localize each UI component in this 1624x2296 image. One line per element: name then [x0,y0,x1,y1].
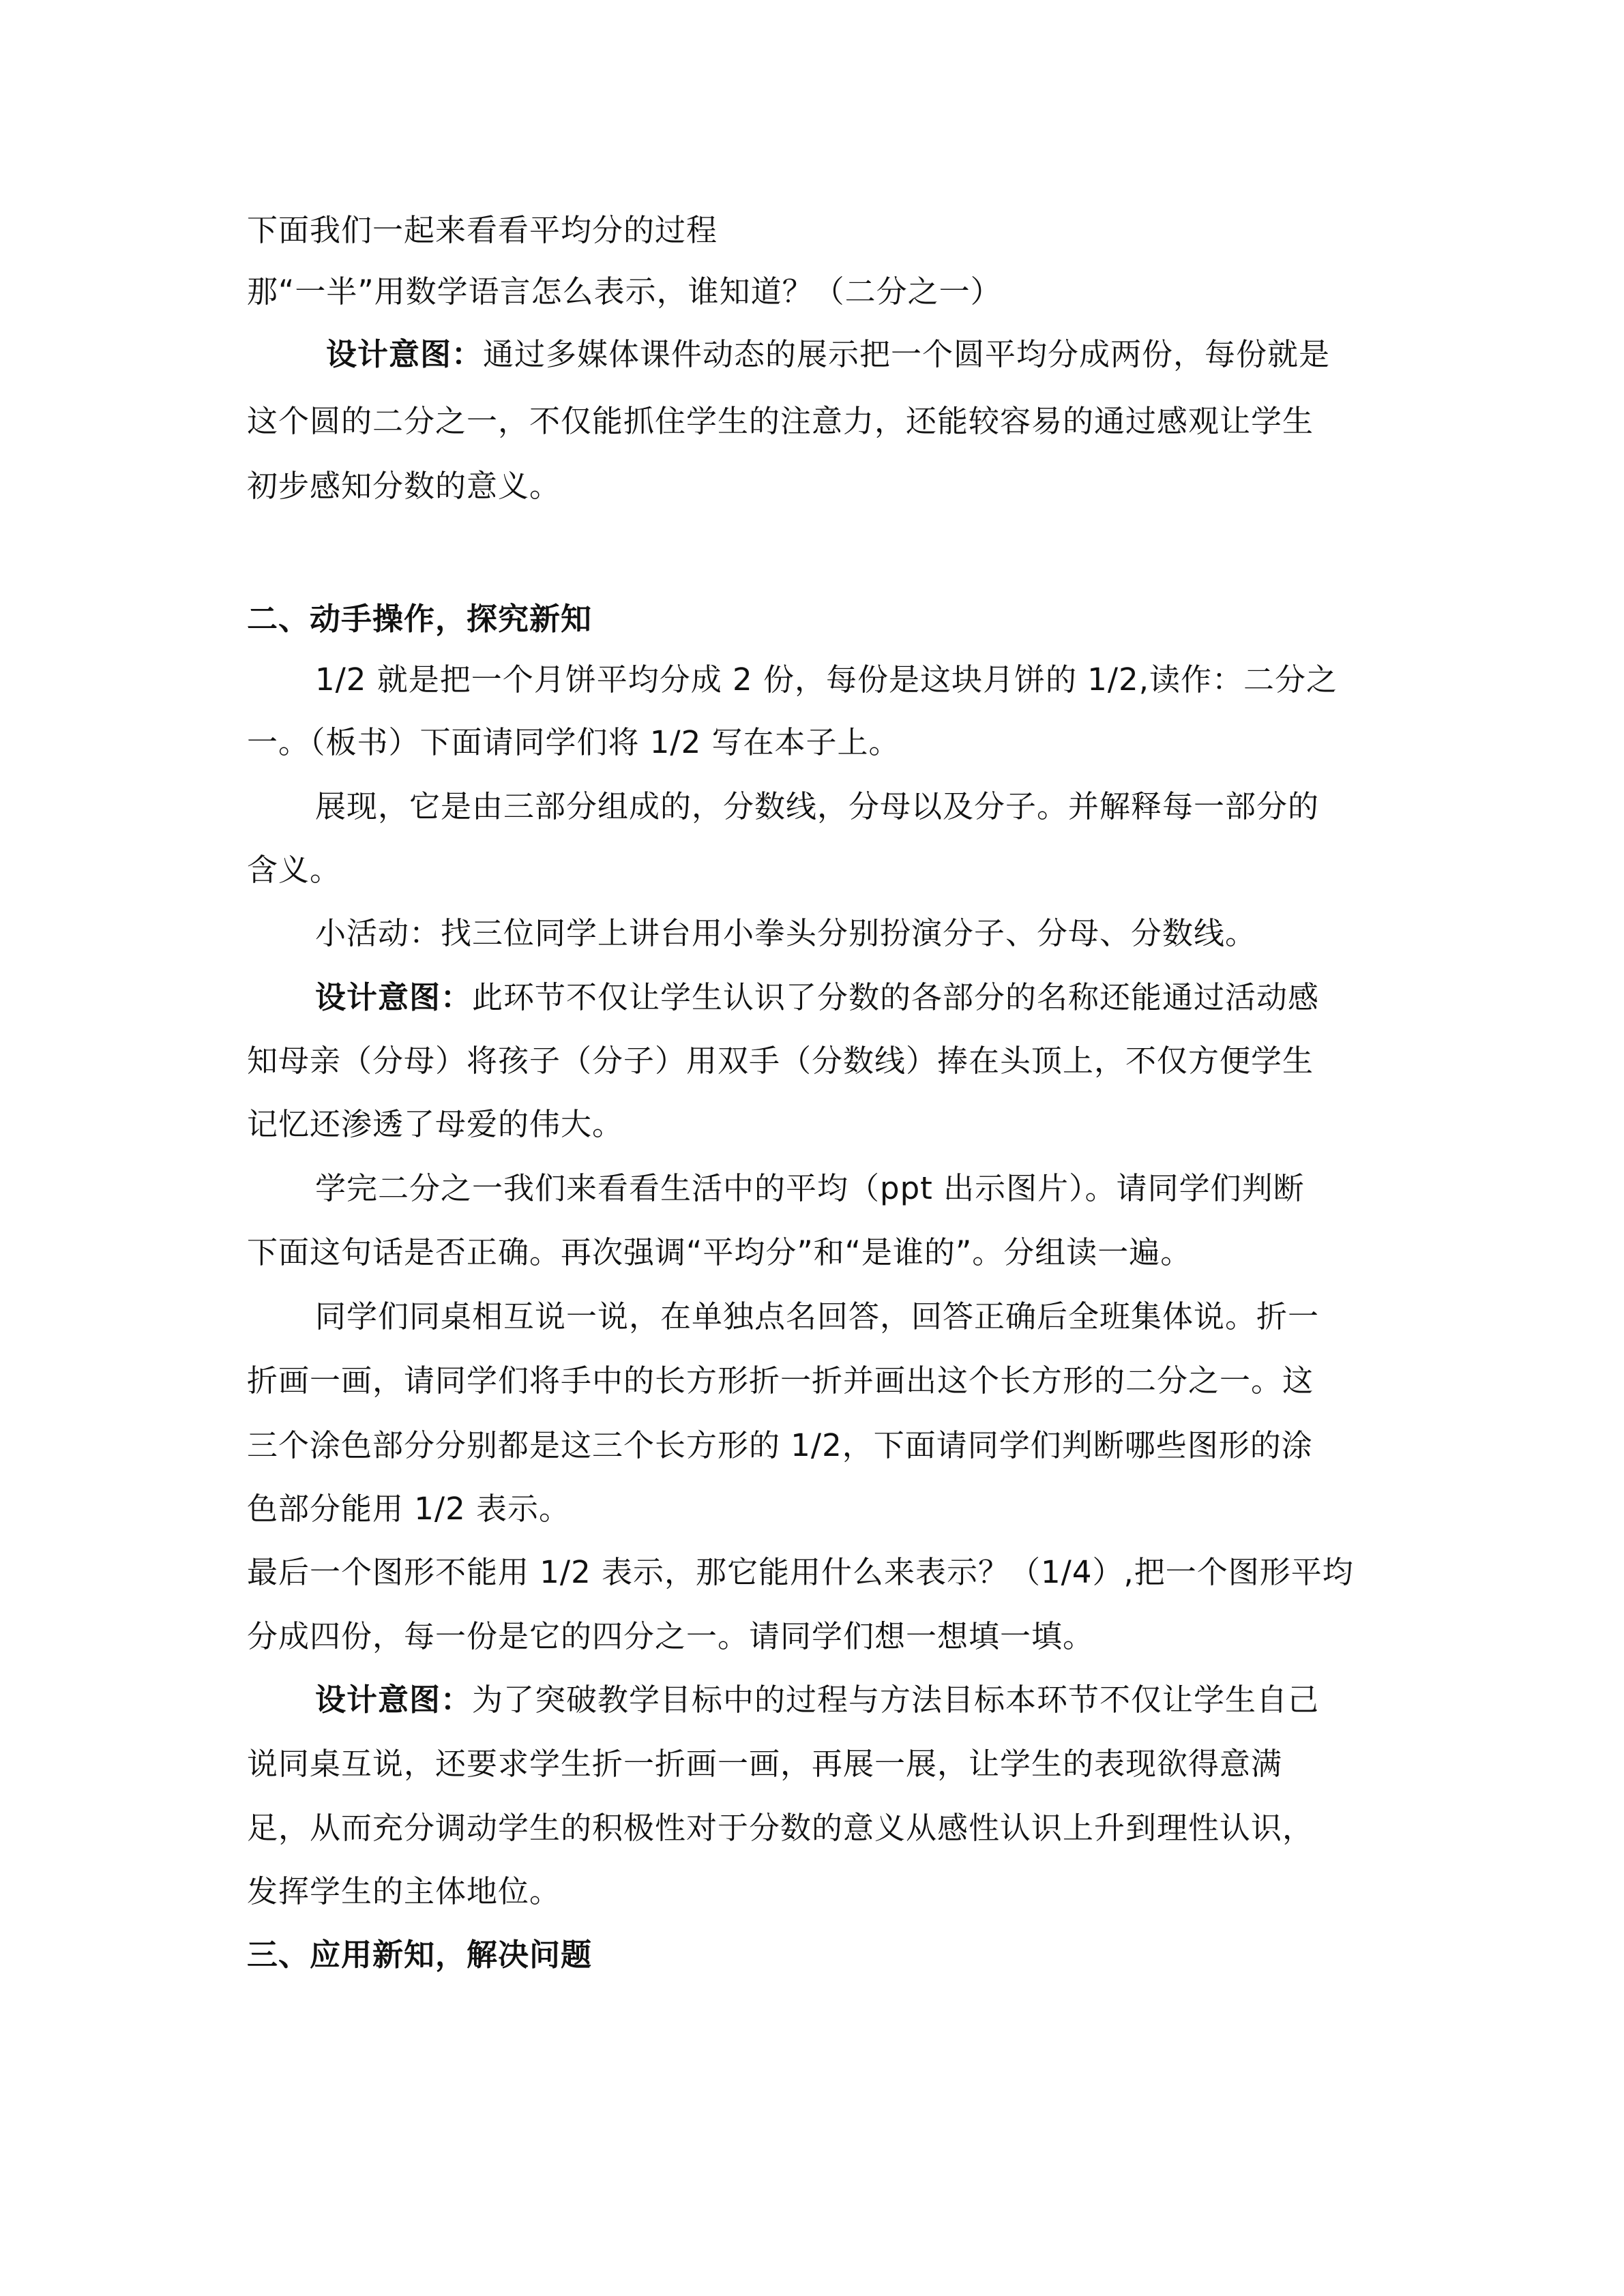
paragraph-line: 折画一画，请同学们将手中的长方形折一折并画出这个长方形的二分之一。这 [247,1362,1314,1399]
paragraph-line: 知母亲（分母）将孩子（分子）用双手（分数线）捧在头顶上，不仅方便学生 [247,1043,1314,1079]
section-heading: 二、动手操作，探究新知 [247,601,593,637]
paragraph-line: 发挥学生的主体地位。 [247,1873,561,1909]
paragraph-line: 足，从而充分调动学生的积极性对于分数的意义从感性认识上升到理性认识， [247,1810,1314,1846]
design-intent-label: 设计意图： [315,979,473,1015]
paragraph-line: 下面这句话是否正确。再次强调“平均分”和“是谁的”。分组读一遍。 [247,1234,1192,1270]
paragraph-line: 记忆还渗透了母爱的伟大。 [247,1106,624,1142]
paragraph-line: 分成四份，每一份是它的四分之一。请同学们想一想填一填。 [247,1618,1095,1654]
paragraph-line: 这个圆的二分之一，不仅能抓住学生的注意力，还能较容易的通过感观让学生 [247,403,1314,439]
paragraph-line: 一。（板书）下面请同学们将 1/2 写在本子上。 [247,724,900,760]
section-heading: 三、应用新知，解决问题 [247,1937,593,1973]
paragraph-line: 说同桌互说，还要求学生折一折画一画，再展一展，让学生的表现欲得意满 [247,1746,1283,1782]
paragraph-line: 同学们同桌相互说一说，在单独点名回答，回答正确后全班集体说。折一 [315,1298,1320,1335]
paragraph-line: 含义。 [247,852,342,888]
paragraph-line: 展现，它是由三部分组成的，分数线，分母以及分子。并解释每一部分的 [315,788,1320,824]
design-intent-paragraph: 设计意图：此环节不仅让学生认识了分数的各部分的名称还能通过活动感 [315,979,1320,1015]
paragraph-line: 最后一个图形不能用 1/2 表示，那它能用什么来表示？（1/4）,把一个图形平均 [247,1554,1354,1590]
design-intent-paragraph: 设计意图：通过多媒体课件动态的展示把一个圆平均分成两份，每份就是 [326,336,1331,372]
paragraph-line: 那“一半”用数学语言怎么表示，谁知道？（二分之一） [247,273,1002,310]
paragraph-line: 1/2 就是把一个月饼平均分成 2 份，每份是这块月饼的 1/2,读作：二分之 [315,661,1338,698]
design-intent-label: 设计意图： [326,336,484,372]
design-intent-label: 设计意图： [315,1682,473,1718]
paragraph-line: 下面我们一起来看看平均分的过程 [247,212,718,248]
paragraph-line: 小活动：找三位同学上讲台用小拳头分别扮演分子、分母、分数线。 [315,915,1257,951]
paragraph-line: 三个涂色部分分别都是这三个长方形的 1/2，下面请同学们判断哪些图形的涂 [247,1427,1313,1463]
design-intent-paragraph: 设计意图：为了突破教学目标中的过程与方法目标本环节不仅让学生自己 [315,1682,1320,1718]
paragraph-line: 初步感知分数的意义。 [247,468,561,504]
paragraph-line: 学完二分之一我们来看看生活中的平均（ppt 出示图片）。请同学们判断 [315,1170,1305,1206]
paragraph-line: 色部分能用 1/2 表示。 [247,1491,571,1527]
